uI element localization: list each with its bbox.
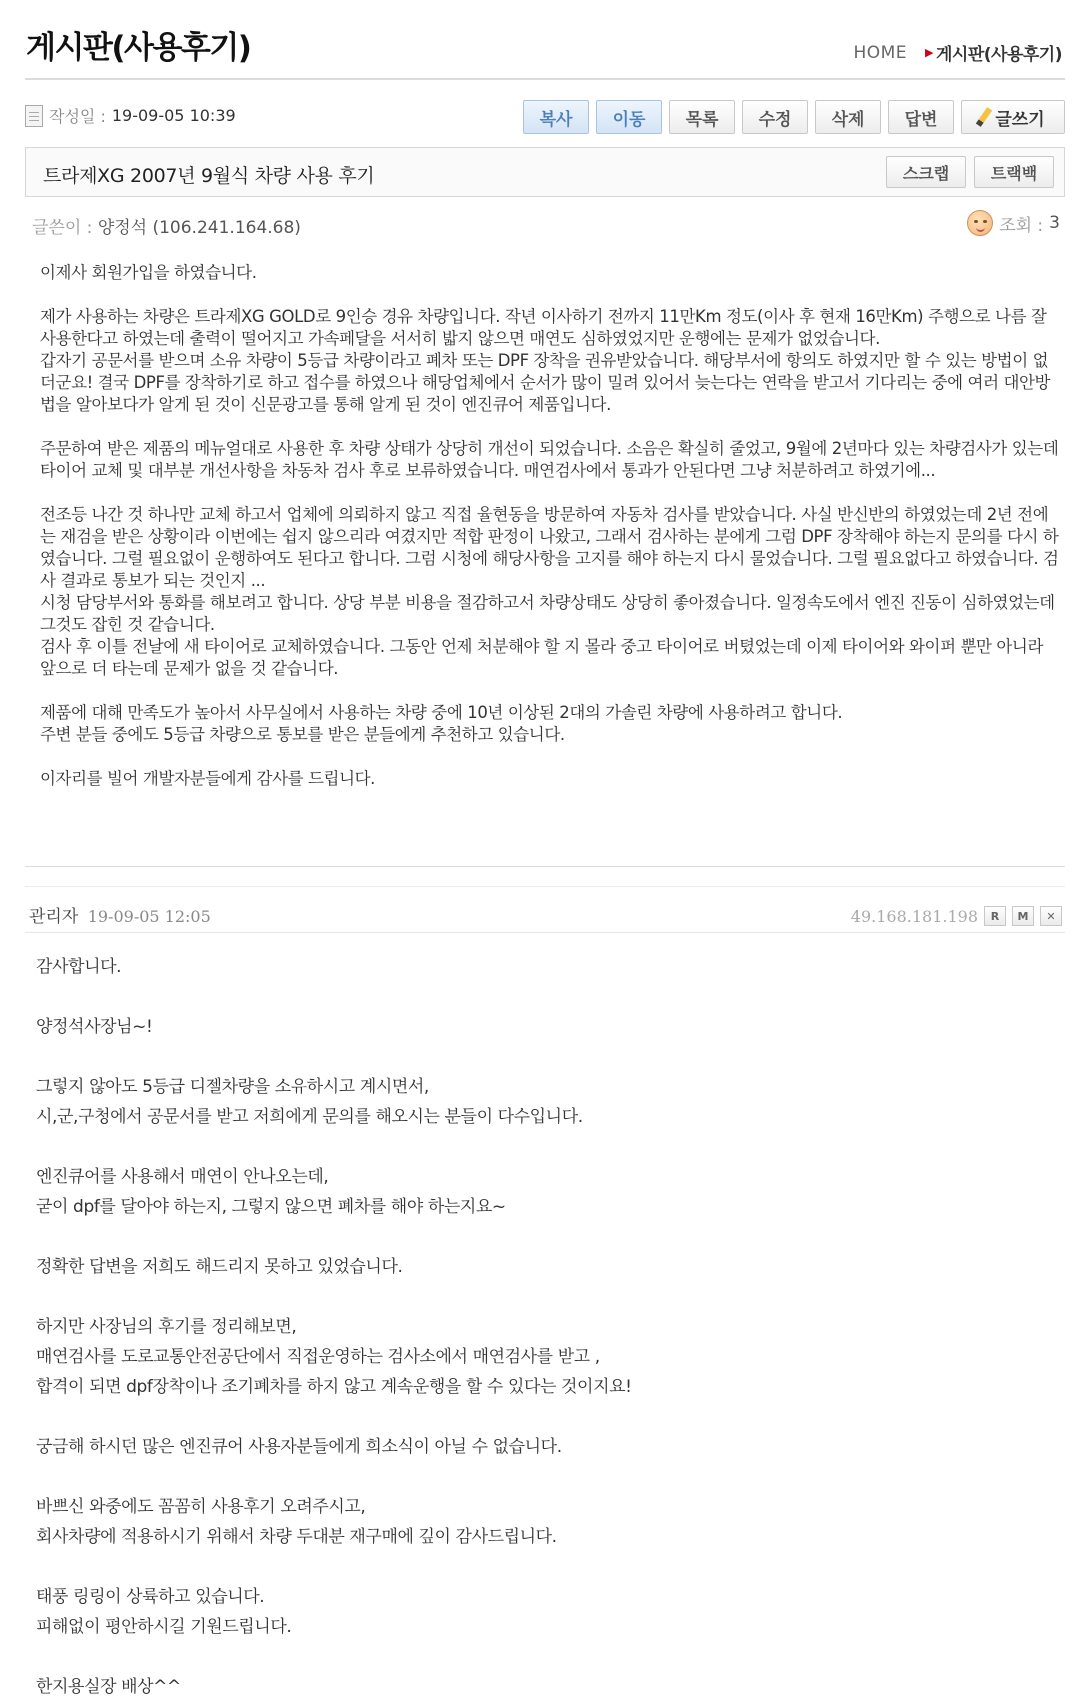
board-title: 게시판(사용후기) [26, 30, 251, 66]
comment-line: 엔진큐어를 사용해서 매연이 안나오는데, [36, 1167, 329, 1187]
pencil-icon [976, 107, 992, 127]
views-count: 3 [1049, 213, 1060, 233]
comment-line: 피해없이 평안하시길 기원드립니다. [36, 1617, 292, 1637]
post-body [40, 262, 1062, 812]
comment-line: 합격이 되면 dpf장착이나 조기폐차를 하지 않고 계속운행을 할 수 있다는 것이지요! [36, 1377, 632, 1397]
date-label: 작성일 : [49, 107, 106, 126]
arrow-right-icon: ▶ [925, 46, 933, 59]
comment-line: 그렇지 않아도 5등급 디젤차량을 소유하시고 계시면서, [36, 1077, 429, 1097]
post-paragraph: 제가 사용하는 차량은 트라제XG GOLD로 9인승 경유 차량입니다. 작년 이사하기 전까지 11만Km 정도(이사 후 현재 16만Km) 주행으로 나름 잘 사용한다고 하였는데 출력이 떨어지고 가속페달을 서서히 밟지 않으면 매연도 심하였었지만 운행에는 문제가 없었습니다. [40, 307, 1047, 348]
author-row [32, 213, 301, 238]
comment-line: 시,군,구청에서 공문서를 받고 저희에게 문의를 해오시는 분들이 다수입니다. [36, 1107, 583, 1127]
copy-button[interactable]: 복사 [523, 100, 589, 134]
breadcrumb-home-link[interactable]: HOME [853, 42, 908, 63]
move-button[interactable]: 이동 [596, 100, 662, 134]
comment-line: 매연검사를 도로교통안전공단에서 직접운영하는 검사소에서 매연검사를 받고 , [36, 1347, 600, 1367]
post-action-bar [523, 100, 1065, 134]
smiley-face-icon [967, 210, 993, 236]
post-paragraph: 시청 담당부서와 통화를 해보려고 합니다. 상당 부분 비용을 절감하고서 차량상태도 상당히 좋아졌습니다. 일정속도에서 엔진 진동이 심하였었는데 그것도 잡힌 것 같습니다. [40, 593, 1055, 634]
post-date-row [25, 104, 236, 127]
comment-line: 한지용실장 배상^^ [36, 1677, 181, 1697]
subject-box [25, 147, 1065, 197]
post-paragraph: 주변 분들 중에도 5등급 차량으로 통보를 받은 분들에게 추천하고 있습니다. [40, 725, 565, 744]
comment-line: 정확한 답변을 저희도 해드리지 못하고 있었습니다. [36, 1257, 403, 1277]
comment-divider [25, 932, 1065, 933]
comment-author[interactable]: 관리자 [29, 907, 79, 927]
write-button-label: 글쓰기 [995, 109, 1045, 130]
scrap-button[interactable]: 스크랩 [886, 156, 966, 188]
breadcrumb [853, 40, 1062, 65]
list-button[interactable]: 목록 [669, 100, 735, 134]
comment-reply-button[interactable]: R [984, 906, 1006, 926]
post-paragraph: 검사 후 이틀 전날에 새 타이어로 교체하였습니다. 그동안 언제 처분해야 할 지 몰라 중고 타이어로 버텼었는데 이제 타이어와 와이퍼 뿐만 아니라 앞으로 더 타는데 문제가 없을 것 같습니다. [40, 637, 1044, 678]
comment-line: 회사차량에 적용하시기 위해서 차량 두대분 재구매에 깊이 감사드립니다. [36, 1527, 557, 1547]
post-paragraph: 이자리를 빌어 개발자분들에게 감사를 드립니다. [40, 769, 376, 788]
comment-line: 감사합니다. [36, 957, 122, 977]
reply-button[interactable]: 답변 [888, 100, 954, 134]
comment-line: 태풍 링링이 상륙하고 있습니다. [36, 1587, 265, 1607]
post-paragraph: 제품에 대해 만족도가 높아서 사무실에서 사용하는 차량 중에 10년 이상된 2대의 가솔린 차량에 사용하려고 합니다. [40, 703, 843, 722]
comment-meta [851, 906, 1062, 926]
comment-body [36, 952, 1062, 1702]
header-divider [25, 78, 1065, 80]
post-paragraph: 갑자기 공문서를 받으며 소유 차량이 5등급 차량이라고 폐차 또는 DPF 장착을 권유받았습니다. 해당부서에 항의도 하였지만 할 수 있는 방법이 없더군요! 결국 DPF를 장착하기로 하고 접수를 하였으나 해당업체에서 순서가 많이 밀려 있어서 늦는다는 연락을 받고서 기다리는 중에 여러 대안방법을 알아보다가 알게 된 것이 신문광고를 통해 알게 된 것이 엔진큐어 제품입니다. [40, 351, 1051, 414]
breadcrumb-current[interactable] [925, 40, 1062, 65]
delete-button[interactable]: 삭제 [815, 100, 881, 134]
document-icon [25, 105, 43, 127]
comment-top-divider [25, 886, 1065, 887]
comment-line: 궁금해 하시던 많은 엔진큐어 사용자분들에게 희소식이 아닐 수 없습니다. [36, 1437, 562, 1457]
post-paragraph: 전조등 나간 것 하나만 교체 하고서 업체에 의뢰하지 않고 직접 율현동을 방문하여 자동차 검사를 받았습니다. 사실 반신반의 하였었는데 2년 전에는 재검을 받은 상황이라 이번에는 쉽지 않으리라 여겼지만 적합 판정이 나왔고, 그래서 검사하는 분에게 그럼 DPF 장착해야 하는지 문의를 다시 하였습니다. 그럴 필요없이 운행하여도 된다고 합니다. 그럼 시청에 해당사항을 고지를 해야 하는지 다시 물었습니다. 그럴 필요없다고 하였습니다. 검사 결과로 통보가 되는 것인지 ... [40, 505, 1059, 590]
post-paragraph: 주문하여 받은 제품의 메뉴얼대로 사용한 후 차량 상태가 상당히 개선이 되었습니다. 소음은 확실히 줄었고, 9월에 2년마다 있는 차량검사가 있는데 타이어 교체 및 대부분 개선사항을 차동차 검사 후로 보류하였습니다. 매연검사에서 통과가 안된다면 그냥 처분하려고 하였기에... [40, 439, 1059, 480]
views-row [967, 210, 1060, 236]
comment-ip: 49.168.181.198 [850, 906, 978, 926]
author-label: 글쓴이 : [32, 218, 93, 238]
comment-date: 19-09-05 12:05 [87, 907, 211, 926]
trackback-button[interactable]: 트랙백 [974, 156, 1054, 188]
breadcrumb-current-label: 게시판(사용후기) [936, 45, 1062, 65]
post-subject: 트라제XG 2007년 9월식 차량 사용 후기 [43, 165, 375, 187]
comment-line: 굳이 dpf를 달아야 하는지, 그렇지 않으면 폐차를 해야 하는지요~ [36, 1197, 506, 1217]
views-label: 조회 : [999, 215, 1044, 236]
comment-line: 바쁘신 와중에도 꼼꼼히 사용후기 오려주시고, [36, 1497, 366, 1517]
author-name[interactable]: 양정석 (106.241.164.68) [97, 218, 301, 238]
post-paragraph: 이제사 회원가입을 하였습니다. [40, 263, 257, 282]
subject-actions [886, 156, 1054, 188]
comment-modify-button[interactable]: M [1012, 906, 1034, 926]
edit-button[interactable]: 수정 [742, 100, 808, 134]
comment-delete-button[interactable]: ✕ [1040, 906, 1062, 926]
comment-header [29, 902, 211, 927]
comment-line: 하지만 사장님의 후기를 정리해보면, [36, 1317, 297, 1337]
date-value: 19-09-05 10:39 [111, 106, 236, 125]
post-body-divider [25, 866, 1065, 867]
write-button[interactable] [961, 100, 1065, 134]
comment-line: 양정석사장님~! [36, 1017, 153, 1037]
